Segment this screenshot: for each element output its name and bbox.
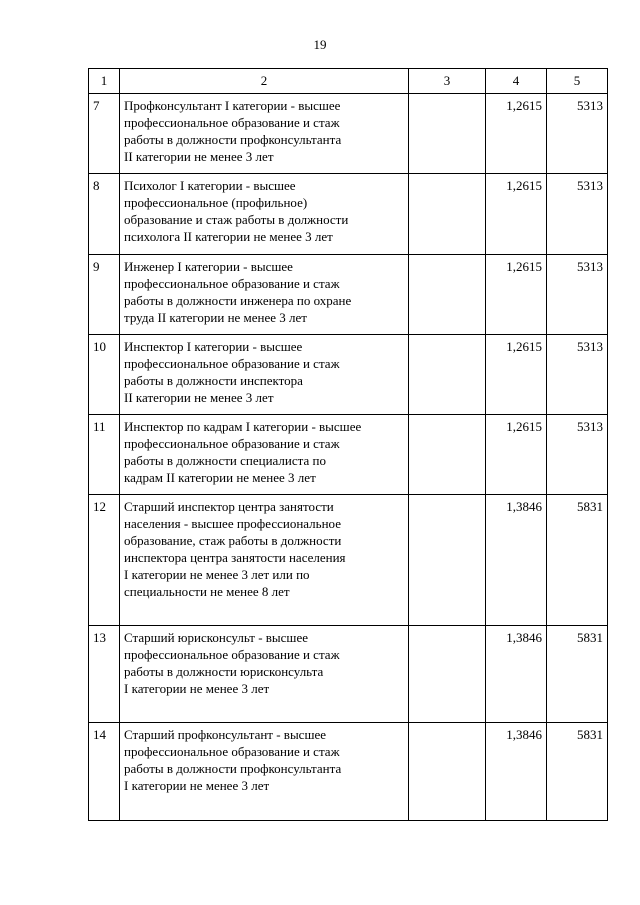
table-row bbox=[89, 335, 608, 415]
salary-cell: 5313 bbox=[547, 415, 608, 495]
header-cell-4: 4 bbox=[486, 69, 547, 94]
row-number: 9 bbox=[89, 255, 120, 335]
coefficient-cell: 1,3846 bbox=[486, 495, 547, 626]
column-3-cell bbox=[409, 335, 486, 415]
salary-cell: 5313 bbox=[547, 335, 608, 415]
salary-cell: 5831 bbox=[547, 495, 608, 626]
header-cell-5: 5 bbox=[547, 69, 608, 94]
position-description: Старший юрисконсульт - высшее профессиональное образование и стаж работы в должности юрисконсульта I категории не менее 3 лет bbox=[120, 626, 409, 723]
coefficient-cell: 1,2615 bbox=[486, 415, 547, 495]
table-row bbox=[89, 94, 608, 174]
coefficient-cell: 1,2615 bbox=[486, 94, 547, 174]
row-number: 13 bbox=[89, 626, 120, 723]
column-3-cell bbox=[409, 723, 486, 821]
coefficient-cell: 1,3846 bbox=[486, 626, 547, 723]
column-3-cell bbox=[409, 415, 486, 495]
position-description: Старший профконсультант - высшее профессиональное образование и стаж работы в должности профконсультанта I категории не менее 3 лет bbox=[120, 723, 409, 821]
salary-cell: 5831 bbox=[547, 723, 608, 821]
salary-cell: 5313 bbox=[547, 174, 608, 255]
header-cell-2: 2 bbox=[120, 69, 409, 94]
table-header-row bbox=[89, 69, 608, 94]
table-row bbox=[89, 495, 608, 626]
header-cell-1: 1 bbox=[89, 69, 120, 94]
coefficient-cell: 1,3846 bbox=[486, 723, 547, 821]
column-3-cell bbox=[409, 495, 486, 626]
header-cell-3: 3 bbox=[409, 69, 486, 94]
table-row bbox=[89, 723, 608, 821]
page-number: 19 bbox=[313, 37, 327, 52]
salary-cell: 5831 bbox=[547, 626, 608, 723]
row-number: 12 bbox=[89, 495, 120, 626]
row-number: 7 bbox=[89, 94, 120, 174]
position-description: Инженер I категории - высшее профессиональное образование и стаж работы в должности инженера по охране труда II категории не менее 3 лет bbox=[120, 255, 409, 335]
column-3-cell bbox=[409, 94, 486, 174]
column-3-cell bbox=[409, 626, 486, 723]
row-number: 14 bbox=[89, 723, 120, 821]
row-number: 8 bbox=[89, 174, 120, 255]
row-number: 11 bbox=[89, 415, 120, 495]
salary-cell: 5313 bbox=[547, 94, 608, 174]
table-row bbox=[89, 174, 608, 255]
coefficient-cell: 1,2615 bbox=[486, 174, 547, 255]
salary-cell: 5313 bbox=[547, 255, 608, 335]
table-row bbox=[89, 255, 608, 335]
table-row bbox=[89, 626, 608, 723]
position-description: Инспектор по кадрам I категории - высшее профессиональное образование и стаж работы в должности специалиста по кадрам II категории не менее 3 лет bbox=[120, 415, 409, 495]
position-description: Профконсультант I категории - высшее профессиональное образование и стаж работы в должности профконсультанта II категории не менее 3 лет bbox=[120, 94, 409, 174]
coefficient-cell: 1,2615 bbox=[486, 255, 547, 335]
table-row bbox=[89, 415, 608, 495]
position-description: Инспектор I категории - высшее профессиональное образование и стаж работы в должности инспектора II категории не менее 3 лет bbox=[120, 335, 409, 415]
coefficient-cell: 1,2615 bbox=[486, 335, 547, 415]
column-3-cell bbox=[409, 174, 486, 255]
column-3-cell bbox=[409, 255, 486, 335]
row-number: 10 bbox=[89, 335, 120, 415]
positions-table bbox=[88, 68, 608, 821]
position-description: Старший инспектор центра занятости населения - высшее профессиональное образование, стаж работы в должности инспектора центра занятости населения I категории не менее 3 лет или по специальности не менее 8 лет bbox=[120, 495, 409, 626]
position-description: Психолог I категории - высшее профессиональное (профильное) образование и стаж работы в должности психолога II категории не менее 3 лет bbox=[120, 174, 409, 255]
